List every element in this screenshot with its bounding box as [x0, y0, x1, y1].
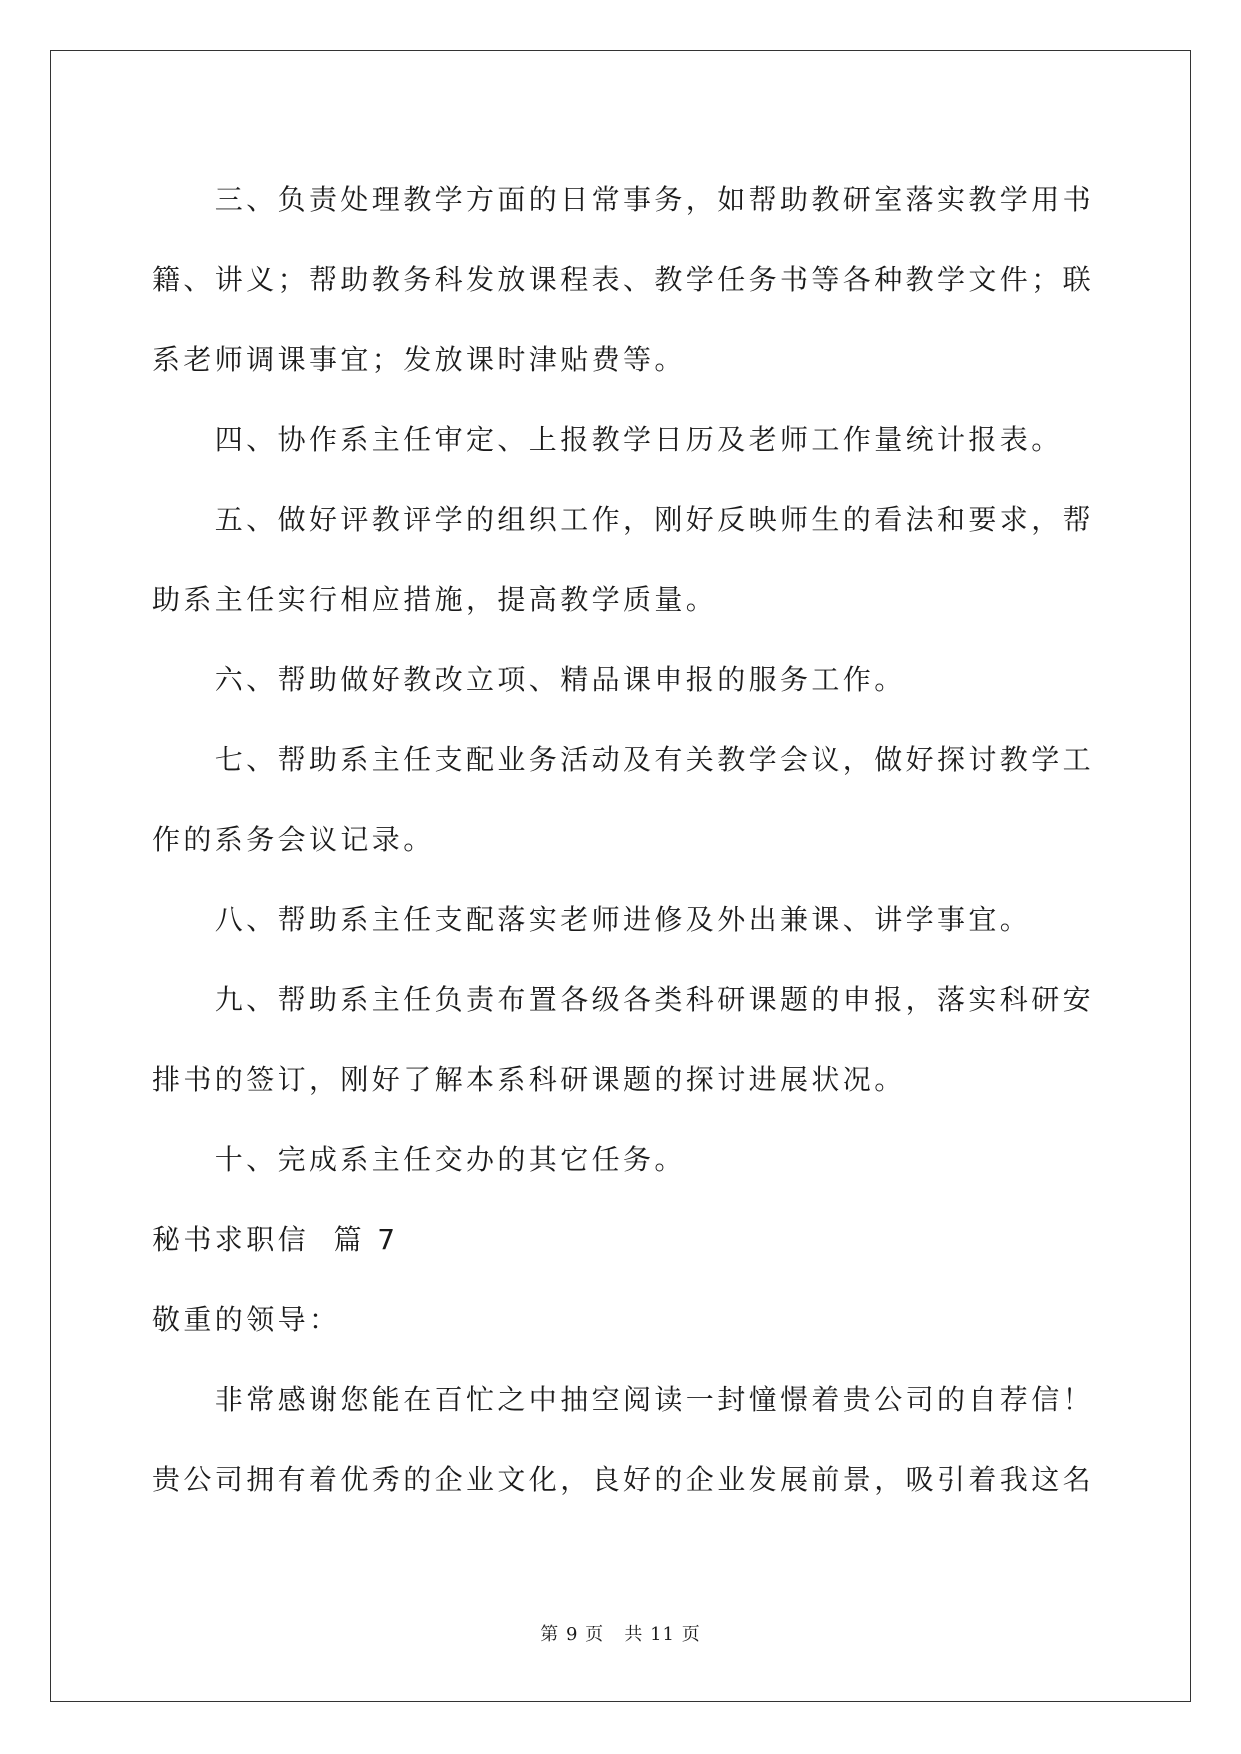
document-body — [152, 160, 1098, 1520]
section-heading: 秘书求职信 篇 7 — [152, 1223, 399, 1256]
text-line: 十、完成系主任交办的其它任务。 — [152, 1143, 686, 1176]
text-line: 六、帮助做好教改立项、精品课申报的服务工作。 — [152, 663, 906, 696]
text-line: 七、帮助系主任支配业务活动及有关教学会议，做好探讨教学工 — [152, 743, 1095, 776]
text-line: 四、协作系主任审定、上报教学日历及老师工作量统计报表。 — [152, 423, 1063, 456]
text-line: 籍、讲义；帮助教务科发放课程表、教学任务书等各种教学文件；联 — [152, 263, 1095, 296]
text-line: 三、负责处理教学方面的日常事务，如帮助教研室落实教学用书 — [152, 183, 1095, 216]
text-line: 非常感谢您能在百忙之中抽空阅读一封憧憬着贵公司的自荐信！ — [152, 1383, 1095, 1416]
text-line: 八、帮助系主任支配落实老师进修及外出兼课、讲学事宜。 — [152, 903, 1032, 936]
text-line: 助系主任实行相应措施，提高教学质量。 — [152, 583, 718, 616]
text-line: 贵公司拥有着优秀的企业文化，良好的企业发展前景，吸引着我这名 — [152, 1463, 1095, 1496]
text-line: 九、帮助系主任负责布置各级各类科研课题的申报，落实科研安 — [152, 983, 1095, 1016]
salutation: 敬重的领导： — [152, 1303, 341, 1336]
text-line: 系老师调课事宜；发放课时津贴费等。 — [152, 343, 686, 376]
text-line: 五、做好评教评学的组织工作，刚好反映师生的看法和要求，帮 — [152, 503, 1095, 536]
text-line: 排书的签订，刚好了解本系科研课题的探讨进展状况。 — [152, 1063, 906, 1096]
page-footer: 第 9 页 共 11 页 — [540, 1624, 701, 1645]
text-line: 作的系务会议记录。 — [152, 823, 435, 856]
